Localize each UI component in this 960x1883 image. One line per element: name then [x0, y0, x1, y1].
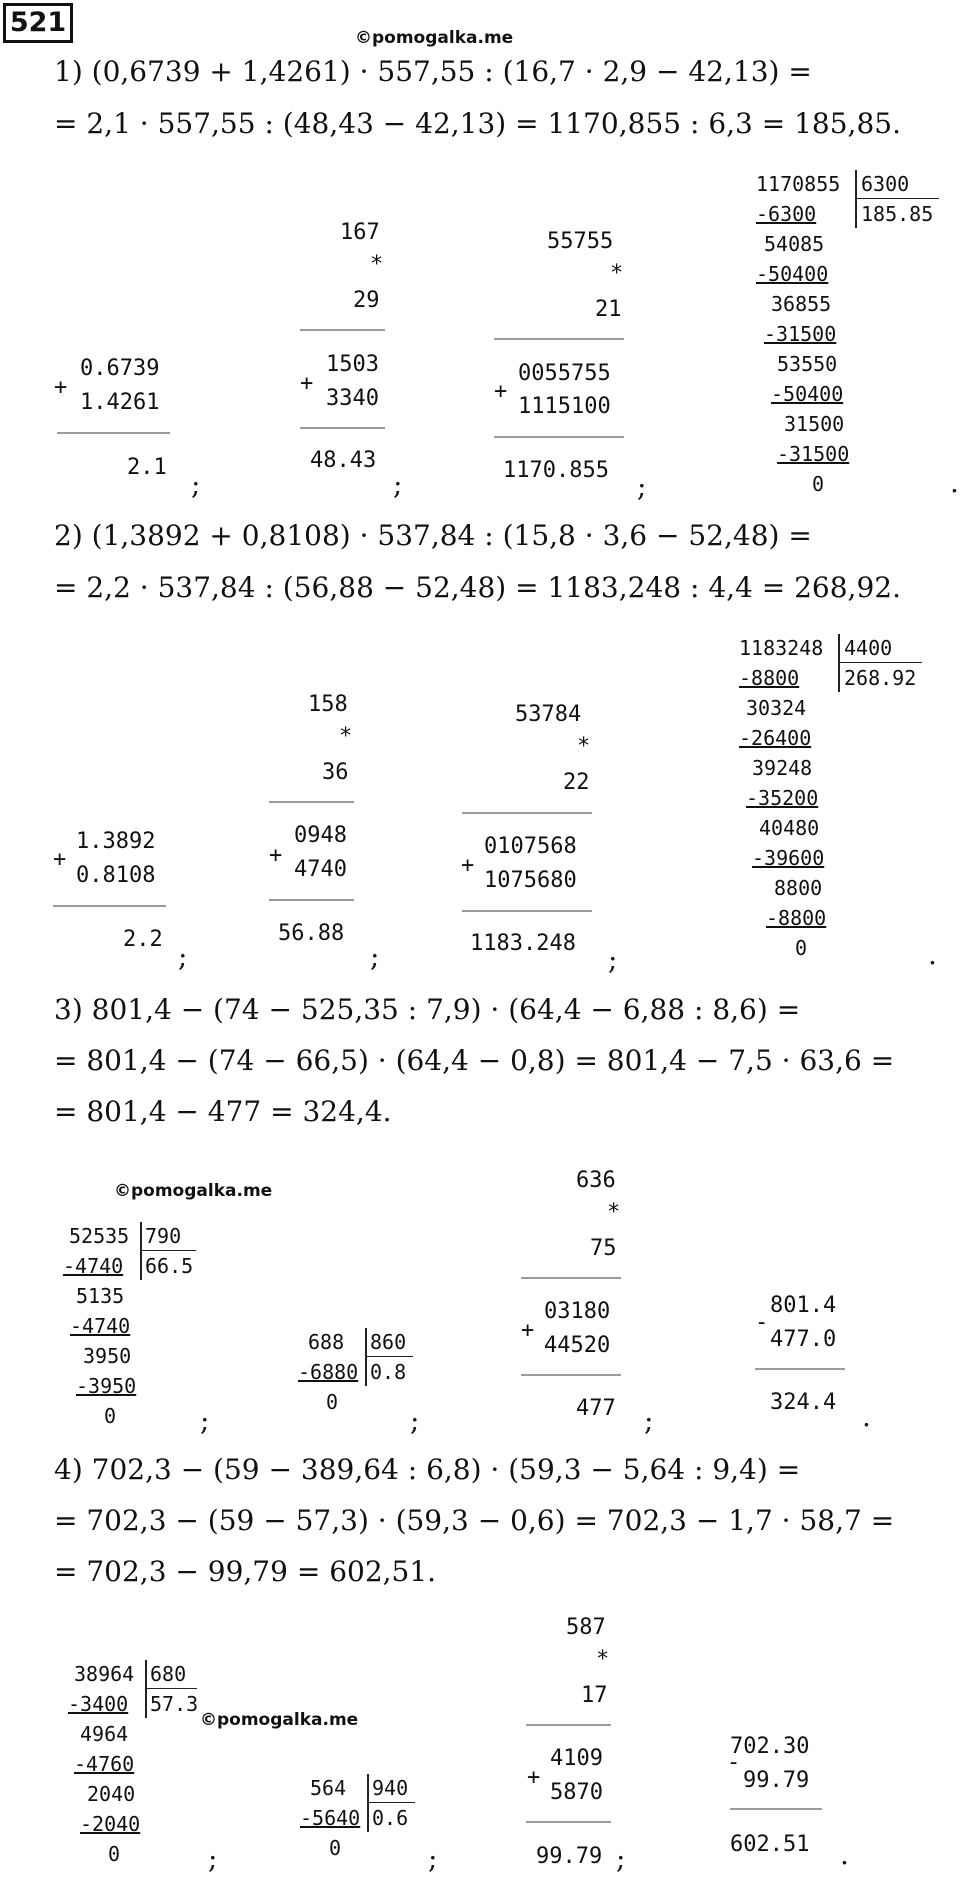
- p1-mul2-operand-a: 55755: [547, 229, 614, 254]
- p3-sub-operand-b: 477.0: [770, 1327, 837, 1352]
- p1-mul2-rule-2: [494, 436, 624, 438]
- p1-mul2-operand-b: 21: [595, 297, 622, 322]
- p3-mul-partial-1: 03180: [544, 1299, 611, 1324]
- p2-div-remainder: 0: [795, 936, 808, 960]
- p1-add-operand-b: 1.4261: [80, 390, 160, 415]
- p4-mul-partial-2: 5870: [550, 1780, 603, 1805]
- p1-div-step-2: 54085: [764, 232, 825, 256]
- p3-sub-minus-sign: -: [755, 1310, 769, 1335]
- p1-semicolon: ;: [393, 468, 403, 501]
- p4-mul-rule-2: [526, 1821, 611, 1823]
- p3-period: .: [862, 1400, 871, 1433]
- p3-div1-step-2: 5135: [76, 1284, 125, 1308]
- p2-mul2-rule: [462, 812, 592, 814]
- p2-mul1-partial-2: 4740: [294, 857, 347, 882]
- p2-mul2-operand-b: 22: [563, 770, 590, 795]
- p4-period: .: [840, 1838, 849, 1871]
- p4-div1-quotient: 57.3: [150, 1692, 199, 1716]
- p4-div1-dividend: 38964: [74, 1662, 135, 1686]
- p2-mul2-partial-2: 1075680: [484, 868, 577, 893]
- p1-div-dividend: 1170855: [756, 172, 841, 196]
- p4-mul-plus-sign: +: [527, 1765, 541, 1790]
- p3-div1-bracket: [140, 1222, 142, 1280]
- p3-div2-dividend: 688: [308, 1330, 345, 1354]
- p3-div2-step-1: -6880: [298, 1360, 359, 1384]
- p2-add-plus-sign: +: [53, 847, 67, 872]
- p4-sub-result: 602.51: [730, 1832, 810, 1857]
- p4-mul-rule: [526, 1724, 611, 1726]
- p3-semicolon: ;: [410, 1404, 420, 1437]
- p1-mul2-rule: [494, 338, 624, 340]
- p2-div-step-3: -26400: [739, 726, 812, 750]
- p2-div-step-6: 40480: [759, 816, 820, 840]
- p1-mul2-plus-sign: +: [494, 379, 508, 404]
- p4-div1-remainder: 0: [108, 1842, 121, 1866]
- p1-period: .: [950, 466, 959, 499]
- p4-div2-quotient: 0.6: [372, 1806, 409, 1830]
- p3-sub-rule: [755, 1368, 845, 1370]
- p3-mul-operand-b: 75: [590, 1236, 617, 1261]
- p4-sub-minus-sign: -: [727, 1750, 741, 1775]
- p1-mul1-operand-b: 29: [353, 288, 380, 313]
- p2-mul1-plus-sign: +: [269, 843, 283, 868]
- p2-mul1-times-sign: *: [339, 724, 353, 749]
- p3-mul-partial-2: 44520: [544, 1333, 611, 1358]
- p2-mul1-result: 56.88: [278, 921, 345, 946]
- p4-div2-bracket: [367, 1774, 369, 1832]
- p4-div1-step-3: -4760: [74, 1752, 135, 1776]
- task-number-badge: 521: [3, 3, 73, 43]
- p2-mul2-operand-a: 53784: [515, 702, 582, 727]
- p2-mul2-partial-1: 0107568: [484, 834, 577, 859]
- p3-div2-remainder: 0: [326, 1390, 339, 1414]
- p1-div-divisor: 6300: [861, 172, 910, 196]
- p3-mul-rule-2: [521, 1374, 621, 1376]
- p3-div1-dividend: 52535: [69, 1224, 130, 1248]
- p1-mul1-result: 48.43: [310, 448, 377, 473]
- p4-mul-operand-b: 17: [581, 1683, 608, 1708]
- p4-div1-step-1: -3400: [68, 1692, 129, 1716]
- p2-semicolon: ;: [608, 943, 618, 976]
- p3-semicolon: ;: [200, 1404, 210, 1437]
- p1-equation-line-1: 1) (0,6739 + 1,4261) · 557,55 : (16,7 · 2,9 − 42,13) =: [54, 55, 812, 88]
- p1-div-step-7: -50400: [771, 382, 844, 406]
- p1-div-step-1: -6300: [756, 202, 817, 226]
- p2-div-step-5: -35200: [746, 786, 819, 810]
- p2-mul2-times-sign: *: [577, 734, 591, 759]
- p4-div2-divisor-rule: [369, 1802, 415, 1803]
- p3-div2-quotient: 0.8: [370, 1360, 407, 1384]
- p4-equation-line-3: = 702,3 − 99,79 = 602,51.: [54, 1555, 437, 1588]
- p3-mul-operand-a: 636: [576, 1168, 616, 1193]
- p3-mul-times-sign: *: [607, 1200, 621, 1225]
- p4-mul-operand-a: 587: [566, 1615, 606, 1640]
- p2-mul1-operand-a: 158: [308, 692, 348, 717]
- p2-add-result: 2.2: [123, 927, 163, 952]
- p4-div1-divisor: 680: [150, 1662, 187, 1686]
- p2-add-operand-a: 1.3892: [76, 829, 156, 854]
- p3-div1-quotient: 66.5: [145, 1254, 194, 1278]
- p4-mul-result: 99.79: [536, 1844, 603, 1869]
- p2-div-step-2: 30324: [746, 696, 807, 720]
- p4-div1-step-4: 2040: [87, 1782, 136, 1806]
- p2-add-operand-b: 0.8108: [76, 863, 156, 888]
- p4-mul-times-sign: *: [596, 1647, 610, 1672]
- p4-div1-step-5: -2040: [80, 1812, 141, 1836]
- watermark: ©pomogalka.me: [114, 1181, 273, 1201]
- p4-div1-divisor-rule: [147, 1688, 197, 1689]
- p2-div-dividend: 1183248: [739, 636, 824, 660]
- p1-mul1-rule: [300, 329, 385, 331]
- watermark: ©pomogalka.me: [355, 28, 514, 48]
- p2-equation-line-1: 2) (1,3892 + 0,8108) · 537,84 : (15,8 · 3,6 − 52,48) =: [54, 519, 812, 552]
- p1-div-step-3: -50400: [756, 262, 829, 286]
- p4-equation-line-1: 4) 702,3 − (59 − 389,64 : 6,8) · (59,3 − 5,64 : 9,4) =: [54, 1453, 801, 1486]
- p2-div-step-4: 39248: [752, 756, 813, 780]
- p1-mul2-partial-2: 1115100: [518, 394, 611, 419]
- p3-mul-rule: [521, 1277, 621, 1279]
- p3-div1-step-1: -4740: [63, 1254, 124, 1278]
- p2-mul1-operand-b: 36: [322, 760, 349, 785]
- p3-sub-operand-a: 801.4: [770, 1293, 837, 1318]
- p1-div-step-9: -31500: [777, 442, 850, 466]
- p3-div1-step-5: -3950: [76, 1374, 137, 1398]
- p1-mul1-operand-a: 167: [340, 220, 380, 245]
- p3-equation-line-3: = 801,4 − 477 = 324,4.: [54, 1095, 392, 1128]
- p1-mul1-rule-2: [300, 427, 385, 429]
- p4-div2-dividend: 564: [310, 1776, 347, 1800]
- p2-div-bracket: [838, 634, 840, 692]
- p2-semicolon: ;: [178, 940, 188, 973]
- p2-semicolon: ;: [370, 940, 380, 973]
- p1-div-remainder: 0: [812, 472, 825, 496]
- p1-div-quotient: 185.85: [861, 202, 934, 226]
- p1-mul1-times-sign: *: [370, 252, 384, 277]
- p1-add-operand-a: 0.6739: [80, 356, 160, 381]
- p2-period: .: [928, 938, 937, 971]
- p2-div-divisor-rule: [840, 662, 922, 663]
- p1-mul1-partial-2: 3340: [326, 386, 379, 411]
- p4-div2-divisor: 940: [372, 1776, 409, 1800]
- p1-semicolon: ;: [637, 470, 647, 503]
- p4-sub-operand-a: 702.30: [730, 1734, 810, 1759]
- p2-div-step-9: -8800: [766, 906, 827, 930]
- p1-div-step-4: 36855: [771, 292, 832, 316]
- p2-mul1-rule: [269, 801, 354, 803]
- p3-semicolon: ;: [644, 1404, 654, 1437]
- p2-div-quotient: 268.92: [844, 666, 917, 690]
- p1-semicolon: ;: [191, 468, 201, 501]
- p1-add-result: 2.1: [127, 455, 167, 480]
- p3-sub-result: 324.4: [770, 1390, 837, 1415]
- p3-equation-line-1: 3) 801,4 − (74 − 525,35 : 7,9) · (64,4 − 6,88 : 8,6) =: [54, 993, 801, 1026]
- p2-mul2-rule-2: [462, 910, 592, 912]
- p4-equation-line-2: = 702,3 − (59 − 57,3) · (59,3 − 0,6) = 702,3 − 1,7 · 58,7 =: [54, 1504, 895, 1537]
- p4-semicolon: ;: [428, 1842, 438, 1875]
- p3-div1-step-3: -4740: [70, 1314, 131, 1338]
- p1-div-step-6: 53550: [777, 352, 838, 376]
- p4-sub-operand-b: 99.79: [743, 1768, 810, 1793]
- p1-div-step-8: 31500: [784, 412, 845, 436]
- p3-div2-divisor-rule: [367, 1356, 413, 1357]
- watermark: ©pomogalka.me: [200, 1710, 359, 1730]
- p3-equation-line-2: = 801,4 − (74 − 66,5) · (64,4 − 0,8) = 801,4 − 7,5 · 63,6 =: [54, 1044, 895, 1077]
- p2-div-step-8: 8800: [774, 876, 823, 900]
- p4-div2-remainder: 0: [329, 1836, 342, 1860]
- p3-mul-plus-sign: +: [521, 1318, 535, 1343]
- p1-equation-line-2: = 2,1 · 557,55 : (48,43 − 42,13) = 1170,855 : 6,3 = 185,85.: [54, 107, 901, 140]
- p4-div1-step-2: 4964: [80, 1722, 129, 1746]
- p2-div-step-7: -39600: [752, 846, 825, 870]
- p4-div1-bracket: [145, 1660, 147, 1718]
- p2-add-rule: [53, 905, 166, 907]
- p1-div-step-5: -31500: [764, 322, 837, 346]
- p1-add-rule: [57, 432, 170, 434]
- p4-sub-rule: [730, 1808, 822, 1810]
- p3-div2-bracket: [365, 1328, 367, 1386]
- p1-div-bracket: [855, 170, 857, 228]
- p2-mul2-plus-sign: +: [461, 853, 475, 878]
- p2-equation-line-2: = 2,2 · 537,84 : (56,88 − 52,48) = 1183,248 : 4,4 = 268,92.: [54, 571, 901, 604]
- p3-div1-divisor: 790: [145, 1224, 182, 1248]
- p3-div1-divisor-rule: [142, 1250, 196, 1251]
- p3-div1-step-4: 3950: [83, 1344, 132, 1368]
- p1-mul1-plus-sign: +: [300, 371, 314, 396]
- p2-mul1-rule-2: [269, 899, 354, 901]
- p1-mul1-partial-1: 1503: [326, 352, 379, 377]
- p2-div-step-1: -8800: [739, 666, 800, 690]
- p3-div2-divisor: 860: [370, 1330, 407, 1354]
- p4-mul-partial-1: 4109: [550, 1746, 603, 1771]
- p2-mul1-partial-1: 0948: [294, 823, 347, 848]
- p1-mul2-result: 1170.855: [503, 458, 609, 483]
- p1-mul2-partial-1: 0055755: [518, 361, 611, 386]
- p4-semicolon: ;: [208, 1842, 218, 1875]
- p3-mul-result: 477: [576, 1396, 616, 1421]
- p2-div-divisor: 4400: [844, 636, 893, 660]
- p2-mul2-result: 1183.248: [470, 931, 576, 956]
- p1-div-divisor-rule: [857, 198, 939, 199]
- p1-mul2-times-sign: *: [610, 261, 624, 286]
- p4-div2-step-1: -5640: [300, 1806, 361, 1830]
- p1-add-plus-sign: +: [54, 375, 68, 400]
- p3-div1-remainder: 0: [104, 1404, 117, 1428]
- p4-semicolon: ;: [616, 1842, 626, 1875]
